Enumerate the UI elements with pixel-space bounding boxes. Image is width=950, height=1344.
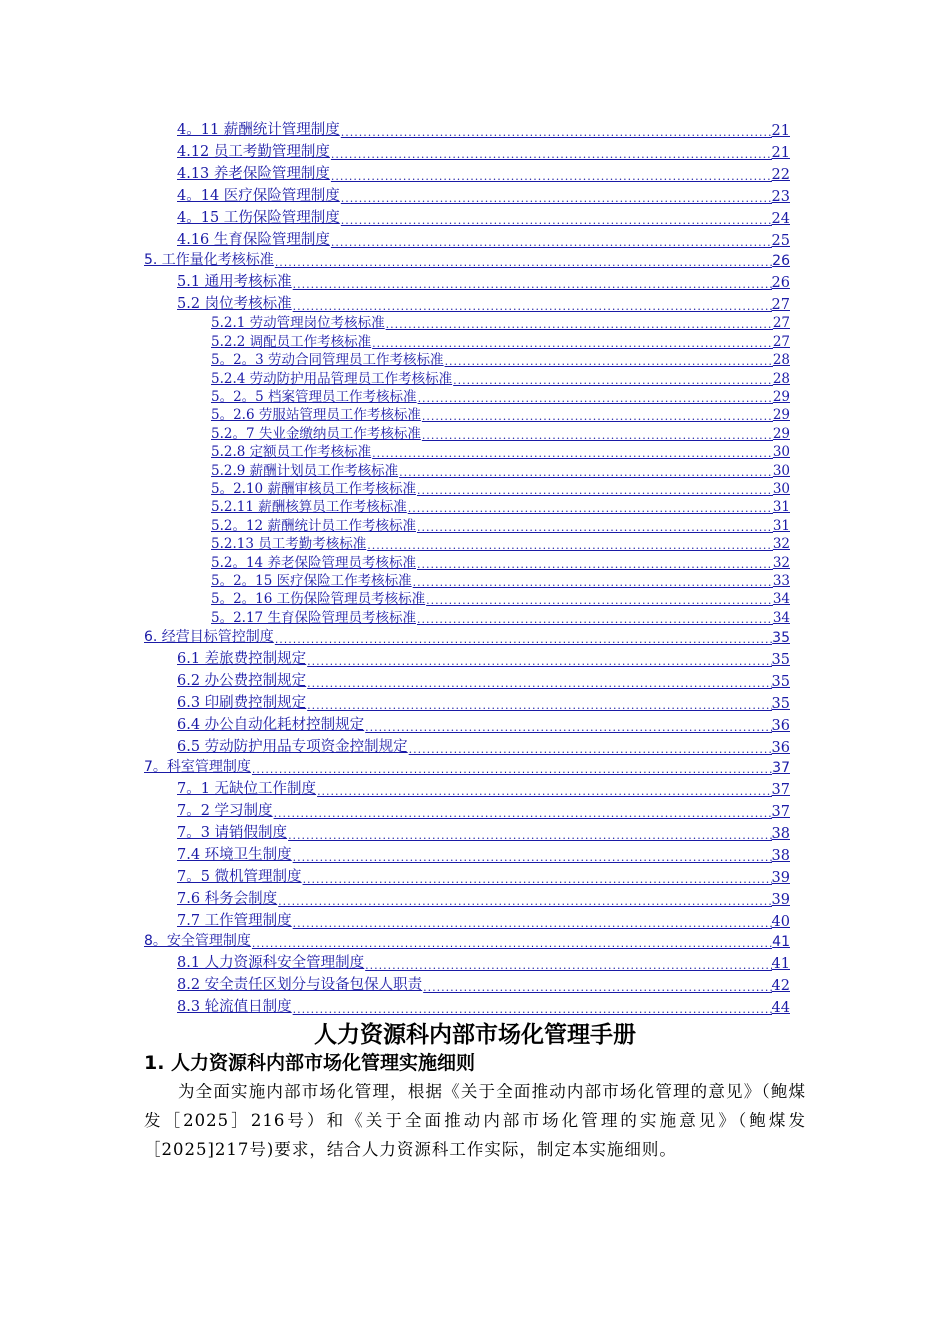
toc-entry-title: 7。1 无缺位工作制度 (177, 780, 317, 797)
toc-entry-page: 42 (771, 977, 790, 994)
toc-entry-title: 6.5 劳动防护用品专项资金控制规定 (177, 738, 408, 755)
toc-dot-leader (292, 851, 772, 864)
toc-entry-title: 5.2.1 劳动管理岗位考核标准 (211, 315, 385, 332)
toc-dot-leader (306, 699, 771, 712)
toc-entry-title: 4.12 员工考勤管理制度 (177, 144, 330, 160)
toc-entry-page: 32 (772, 554, 790, 571)
section-heading: 1. 人力资源科内部市场化管理实施细则 (144, 1052, 476, 1074)
toc-entry-page: 24 (771, 211, 790, 227)
toc-dot-leader (277, 895, 771, 908)
toc-entry[interactable] (211, 387, 790, 405)
toc-entry[interactable] (211, 313, 790, 331)
toc-entry-title: 7。5 微机管理制度 (177, 868, 302, 885)
toc-entry[interactable] (211, 534, 790, 552)
toc-dot-leader (306, 677, 771, 690)
toc-entry[interactable] (177, 161, 790, 183)
toc-entry-title: 5.2 岗位考核标准 (177, 296, 292, 312)
toc-dot-leader (371, 337, 773, 350)
toc-dot-leader (274, 256, 772, 269)
toc-entry[interactable] (177, 886, 790, 908)
toc-entry-title: 6. 经营目标管控制度 (144, 628, 274, 645)
toc-entry[interactable] (211, 497, 790, 515)
toc-dot-leader (292, 917, 772, 930)
toc-entry-title: 4。15 工伤保险管理制度 (177, 210, 340, 226)
toc-entry[interactable] (177, 205, 790, 227)
toc-entry[interactable] (211, 607, 790, 625)
toc-entry[interactable] (177, 864, 790, 886)
toc-entry-title: 5。2。3 劳动合同管理员工作考核标准 (211, 352, 444, 369)
toc-dot-leader (421, 410, 773, 423)
toc-entry-page: 35 (771, 695, 790, 712)
toc-entry-title: 5。2。16 工伤保险管理员考核标准 (211, 591, 426, 608)
toc-dot-leader (407, 502, 773, 515)
toc-entry[interactable] (144, 756, 790, 776)
toc-entry-title: 5.2.2 调配员工作考核标准 (211, 333, 372, 350)
toc-entry[interactable] (211, 442, 790, 460)
toc-entry-page: 39 (771, 891, 790, 908)
toc-entry[interactable] (177, 227, 790, 249)
body-paragraph: 为全面实施内部市场化管理，根据《关于全面推动内部市场化管理的意见》（鲍煤发［2025］216号）和《关于全面推动内部市场化管理的实施意见》（鲍煤发［2025]217号)要求，结合人力资源科工作实际，制定本实施细则。 (144, 1082, 806, 1159)
toc-entry-title: 5.1 通用考核标准 (177, 274, 292, 290)
toc-entry-title: 8.1 人力资源科安全管理制度 (177, 954, 365, 971)
toc-entry-page: 38 (771, 847, 790, 864)
toc-entry[interactable] (177, 139, 790, 161)
toc-entry-page: 29 (772, 407, 790, 424)
toc-entry[interactable] (177, 183, 790, 205)
toc-entry[interactable] (211, 423, 790, 441)
toc-dot-leader (364, 721, 771, 734)
toc-dot-leader (340, 126, 772, 139)
toc-dot-leader (340, 192, 772, 205)
toc-entry-title: 4。11 薪酬统计管理制度 (177, 122, 340, 138)
toc-entry-page: 27 (771, 297, 790, 313)
toc-dot-leader (371, 447, 773, 460)
toc-entry[interactable] (144, 626, 790, 646)
toc-entry-title: 7。科室管理制度 (144, 758, 251, 775)
toc-entry-page: 37 (771, 781, 790, 798)
toc-entry-page: 27 (772, 315, 790, 332)
toc-dot-leader (421, 429, 773, 442)
toc-dot-leader (306, 655, 771, 668)
toc-entry-title: 8.2 安全责任区划分与设备包保人职责 (177, 976, 423, 993)
toc-entry[interactable] (177, 668, 790, 690)
toc-dot-leader (416, 558, 773, 571)
toc-entry-title: 6.3 印刷费控制规定 (177, 694, 307, 711)
toc-entry-title: 5。2。15 医疗保险工作考核标准 (211, 572, 412, 589)
toc-entry-page: 36 (771, 739, 790, 756)
toc-entry-page: 34 (772, 609, 790, 626)
toc-dot-leader (273, 807, 772, 820)
toc-entry-page: 31 (772, 517, 790, 534)
toc-entry[interactable] (211, 571, 790, 589)
toc-entry-page: 35 (772, 629, 790, 646)
toc-entry[interactable] (177, 690, 790, 712)
toc-entry-page: 41 (771, 955, 790, 972)
toc-entry-title: 7。3 请销假制度 (177, 824, 288, 841)
toc-entry[interactable] (177, 908, 790, 930)
toc-entry-title: 6.4 办公自动化耗材控制规定 (177, 716, 365, 733)
toc-entry[interactable] (177, 646, 790, 668)
toc-dot-leader (412, 576, 773, 589)
toc-entry[interactable] (177, 842, 790, 864)
toc-entry-page: 25 (771, 233, 790, 249)
toc-dot-leader (251, 937, 772, 950)
toc-entry-title: 5.2。12 薪酬统计员工作考核标准 (211, 517, 416, 534)
toc-entry[interactable] (177, 712, 790, 734)
toc-dot-leader (292, 278, 772, 291)
toc-entry[interactable] (211, 552, 790, 570)
toc-dot-leader (364, 959, 771, 972)
toc-entry[interactable] (211, 515, 790, 533)
toc-dot-leader (416, 613, 773, 626)
toc-entry-page: 21 (771, 145, 790, 161)
toc-entry[interactable] (177, 117, 790, 139)
toc-entry-page: 31 (772, 499, 790, 516)
toc-entry-page: 32 (772, 536, 790, 553)
toc-entry-title: 5。2.10 薪酬审核员工作考核标准 (211, 480, 416, 497)
toc-entry-page: 30 (772, 480, 790, 497)
toc-entry[interactable] (177, 972, 790, 994)
toc-dot-leader (330, 236, 772, 249)
toc-entry[interactable] (211, 331, 790, 349)
toc-entry-title: 7.7 工作管理制度 (177, 912, 292, 929)
toc-entry[interactable] (177, 269, 790, 291)
toc-entry[interactable] (177, 950, 790, 972)
toc-entry-title: 5。2.6 劳服站管理员工作考核标准 (211, 407, 421, 424)
toc-dot-leader (408, 743, 772, 756)
toc-entry-page: 28 (772, 352, 790, 369)
toc-entry-page: 41 (772, 933, 790, 950)
toc-entry-page: 26 (771, 275, 790, 291)
toc-entry-title: 4。14 医疗保险管理制度 (177, 188, 340, 204)
toc-dot-leader (251, 763, 772, 776)
toc-entry[interactable] (211, 368, 790, 386)
toc-dot-leader (274, 633, 772, 646)
toc-entry-title: 5.2.13 员工考勤考核标准 (211, 536, 367, 553)
toc-dot-leader (287, 829, 771, 842)
toc-entry[interactable] (144, 930, 790, 950)
toc-entry-title: 6.1 差旅费控制规定 (177, 650, 307, 667)
toc-entry-page: 36 (771, 717, 790, 734)
toc-entry-title: 6.2 办公费控制规定 (177, 672, 307, 689)
toc-dot-leader (366, 539, 773, 552)
toc-dot-leader (292, 300, 772, 313)
toc-dot-leader (398, 466, 773, 479)
toc-entry-page: 40 (771, 913, 790, 930)
document-title: 人力资源科内部市场化管理手册 (314, 1021, 636, 1048)
toc-entry[interactable] (177, 798, 790, 820)
toc-entry-title: 5.2。14 养老保险管理员考核标准 (211, 554, 416, 571)
toc-entry-title: 4.16 生育保险管理制度 (177, 232, 330, 248)
toc-dot-leader (302, 873, 772, 886)
toc-entry-title: 5.2.4 劳动防护用品管理员工作考核标准 (211, 370, 453, 387)
toc-entry-page: 35 (771, 673, 790, 690)
toc-entry[interactable] (177, 994, 790, 1016)
toc-dot-leader (417, 392, 773, 405)
toc-entry-page: 35 (771, 651, 790, 668)
toc-entry-title: 7.4 环境卫生制度 (177, 846, 292, 863)
toc-entry-title: 7.6 科务会制度 (177, 890, 278, 907)
toc-entry[interactable] (177, 820, 790, 842)
toc-entry-title: 5。2.17 生育保险管理员考核标准 (211, 609, 416, 626)
toc-dot-leader (316, 785, 771, 798)
toc-entry-title: 7。2 学习制度 (177, 802, 273, 819)
toc-entry[interactable] (211, 589, 790, 607)
toc-entry-page: 33 (772, 572, 790, 589)
toc-dot-leader (444, 355, 773, 368)
toc-dot-leader (452, 374, 773, 387)
toc-entry-page: 38 (771, 825, 790, 842)
toc-entry-title: 4.13 养老保险管理制度 (177, 166, 330, 182)
toc-entry-title: 5.2。7 失业金缴纳员工作考核标准 (211, 425, 421, 442)
toc-entry-page: 27 (772, 333, 790, 350)
toc-entry-title: 8。安全管理制度 (144, 932, 251, 949)
toc-entry-page: 28 (772, 370, 790, 387)
toc-dot-leader (416, 521, 773, 534)
toc-entry[interactable] (144, 249, 790, 269)
toc-entry[interactable] (177, 291, 790, 313)
toc-dot-leader (416, 484, 773, 497)
toc-entry-page: 26 (772, 253, 790, 269)
toc-entry-page: 30 (772, 444, 790, 461)
toc-entry-page: 21 (771, 123, 790, 139)
toc-entry-page: 23 (771, 189, 790, 205)
toc-entry[interactable] (211, 479, 790, 497)
toc-entry-page: 22 (771, 167, 790, 183)
toc-entry[interactable] (177, 776, 790, 798)
toc-entry-page: 34 (772, 591, 790, 608)
toc-entry-page: 37 (771, 803, 790, 820)
toc-entry-title: 8.3 轮流值日制度 (177, 998, 292, 1015)
toc-entry-page: 29 (772, 425, 790, 442)
toc-entry-page: 30 (772, 462, 790, 479)
toc-entry-title: 5.2.11 薪酬核算员工作考核标准 (211, 499, 407, 516)
toc-entry[interactable] (177, 734, 790, 756)
toc-dot-leader (292, 1003, 772, 1016)
toc-entry[interactable] (211, 350, 790, 368)
toc-dot-leader (425, 594, 773, 607)
toc-entry-title: 5。2。5 档案管理员工作考核标准 (211, 388, 417, 405)
toc-entry-page: 39 (771, 869, 790, 886)
toc-dot-leader (422, 981, 771, 994)
toc-dot-leader (340, 214, 772, 227)
toc-dot-leader (385, 318, 773, 331)
toc-dot-leader (330, 170, 772, 183)
toc-entry-page: 44 (771, 999, 790, 1016)
toc-entry[interactable] (211, 405, 790, 423)
toc-entry-title: 5. 工作量化考核标准 (144, 252, 274, 268)
toc-entry-page: 37 (772, 759, 790, 776)
toc-entry-title: 5.2.8 定额员工作考核标准 (211, 444, 372, 461)
toc-entry-title: 5.2.9 薪酬计划员工作考核标准 (211, 462, 399, 479)
toc-dot-leader (330, 148, 772, 161)
toc-entry-page: 29 (772, 388, 790, 405)
toc-entry[interactable] (211, 460, 790, 478)
